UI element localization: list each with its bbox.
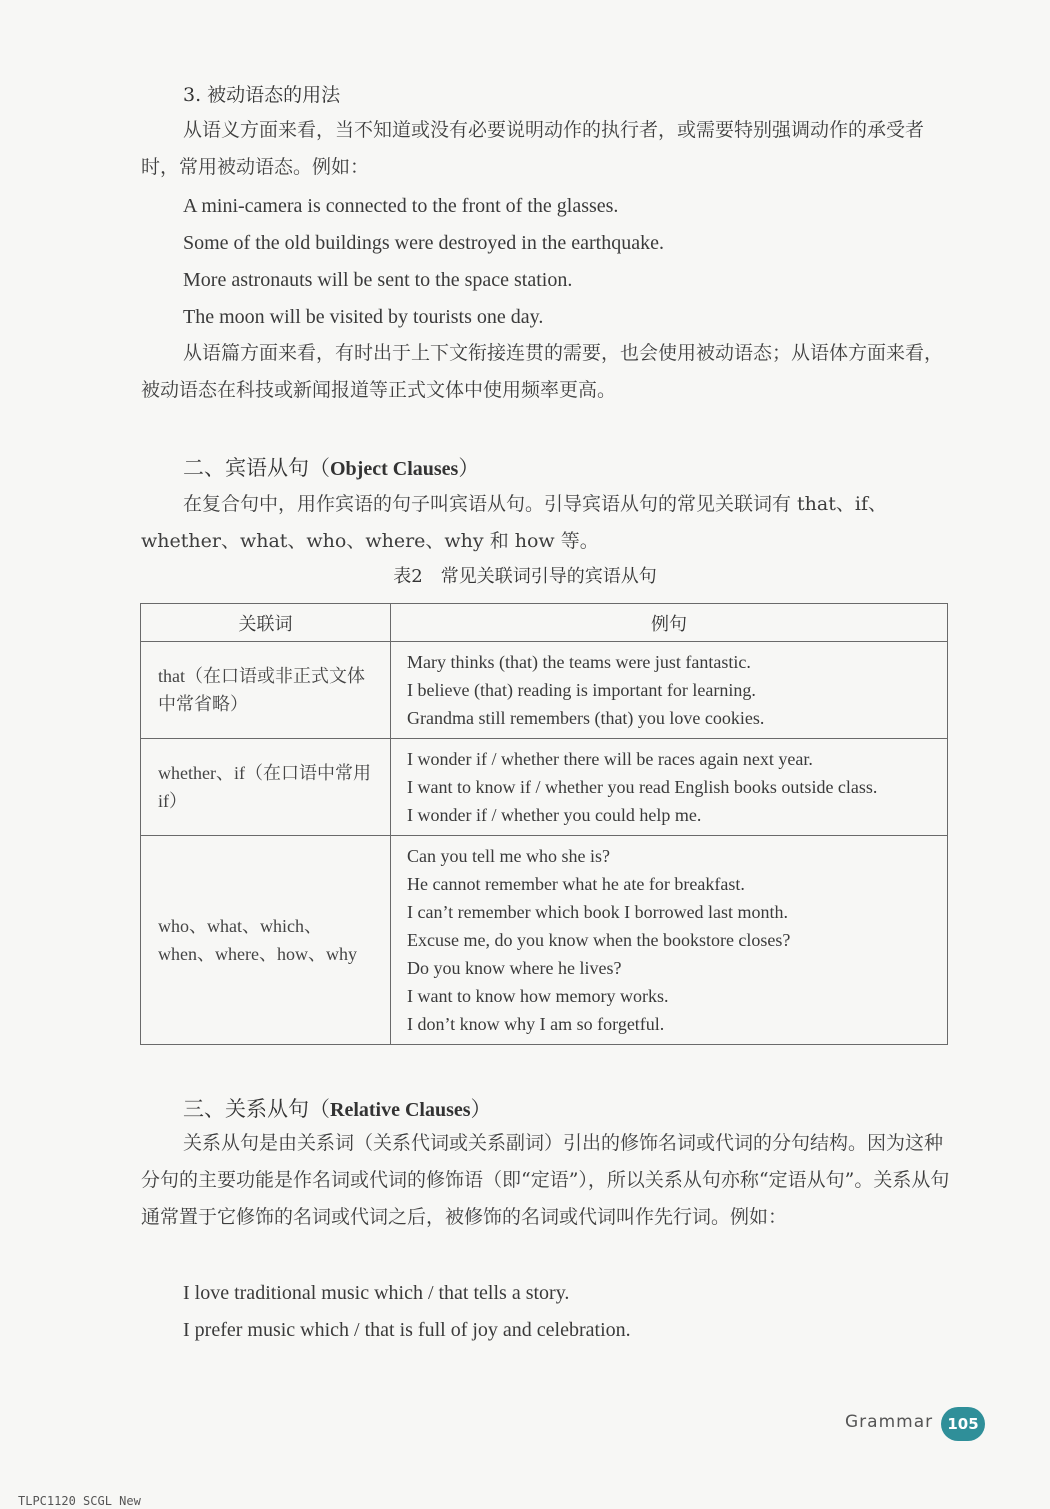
heading-en: Object Clauses bbox=[330, 458, 459, 480]
conjunctions-table bbox=[140, 603, 948, 1045]
example-sentence: I love traditional music which / that tells a story. bbox=[183, 1282, 570, 1304]
section-heading-passive-usage: 3. 被动语态的用法 bbox=[183, 84, 341, 106]
table-example: I want to know if / whether you read English books outside class. bbox=[407, 777, 878, 797]
table-example: Grandma still remembers (that) you love cookies. bbox=[407, 708, 765, 728]
page-number-badge: 105 bbox=[941, 1407, 985, 1441]
paragraph-semantic: 从语义方面来看，当不知道或没有必要说明动作的执行者，或需要特别强调动作的承受者时，常用被动语态。例如： bbox=[141, 119, 925, 178]
example-sentence: More astronauts will be sent to the space station. bbox=[183, 269, 573, 291]
conjunction-cell: who、what、which、when、where、how、why bbox=[141, 836, 391, 1045]
paragraph-discourse: 从语篇方面来看，有时出于上下文衔接连贯的需要，也会使用被动语态；从语体方面来看，被动语态在科技或新闻报道等正式文体中使用频率更高。 bbox=[141, 342, 944, 401]
paragraph-object-clauses-intro: 在复合句中，用作宾语的句子叫宾语从句。引导宾语从句的常见关联词有 that、if、whether、what、who、where、why 和 how 等。 bbox=[141, 493, 887, 552]
header-examples: 例句 bbox=[391, 604, 948, 642]
table-example: I wonder if / whether there will be races again next year. bbox=[407, 749, 813, 769]
section-heading-object-clauses bbox=[183, 452, 479, 482]
table-row bbox=[141, 642, 948, 739]
example-sentence: A mini-camera is connected to the front of the glasses. bbox=[183, 195, 619, 217]
header-conjunction: 关联词 bbox=[141, 604, 391, 642]
example-sentence: The moon will be visited by tourists one day. bbox=[183, 306, 544, 328]
paragraph-relative-clauses-intro: 关系从句是由关系词（关系代词或关系副词）引出的修饰名词或代词的分句结构。因为这种分句的主要功能是作名词或代词的修饰语（即“定语”），所以关系从句亦称“定语从句”。关系从句通常置于它修饰的名词或代词之后，被修饰的名词或代词叫作先行词。例如： bbox=[141, 1132, 950, 1228]
table-header-row bbox=[141, 604, 948, 642]
table-row bbox=[141, 836, 948, 1045]
footer-section-label: Grammar bbox=[845, 1412, 934, 1432]
heading-cn: 三、关系从句（ bbox=[183, 1097, 330, 1121]
table-example: I believe (that) reading is important for learning. bbox=[407, 680, 756, 700]
conjunction-cell: whether、if（在口语中常用 if） bbox=[141, 739, 391, 836]
heading-en: Relative Clauses bbox=[330, 1099, 471, 1121]
examples-cell bbox=[391, 836, 948, 1045]
table-example: Mary thinks (that) the teams were just fantastic. bbox=[407, 652, 751, 672]
table-example: I don’t know why I am so forgetful. bbox=[407, 1014, 665, 1034]
example-sentence: Some of the old buildings were destroyed in the earthquake. bbox=[183, 232, 664, 254]
table-example: He cannot remember what he ate for breakfast. bbox=[407, 874, 745, 894]
table-example: Excuse me, do you know when the bookstore closes? bbox=[407, 930, 791, 950]
table-example: I can’t remember which book I borrowed last month. bbox=[407, 902, 789, 922]
examples-cell bbox=[391, 739, 948, 836]
table-caption: 表2 常见关联词引导的宾语从句 bbox=[393, 566, 657, 587]
table-example: Do you know where he lives? bbox=[407, 958, 622, 978]
section-heading-relative-clauses bbox=[183, 1093, 492, 1123]
examples-cell bbox=[391, 642, 948, 739]
table-example: I wonder if / whether you could help me. bbox=[407, 805, 702, 825]
heading-end: ） bbox=[470, 1097, 492, 1121]
heading-end: ） bbox=[458, 456, 480, 480]
table-row bbox=[141, 739, 948, 836]
table-example: Can you tell me who she is? bbox=[407, 846, 610, 866]
table-example: I want to know how memory works. bbox=[407, 986, 669, 1006]
print-code: TLPC1120 SCGL New bbox=[18, 1494, 141, 1508]
conjunction-cell: that（在口语或非正式文体中常省略） bbox=[141, 642, 391, 739]
heading-cn: 二、宾语从句（ bbox=[183, 456, 330, 480]
example-sentence: I prefer music which / that is full of joy and celebration. bbox=[183, 1319, 631, 1341]
